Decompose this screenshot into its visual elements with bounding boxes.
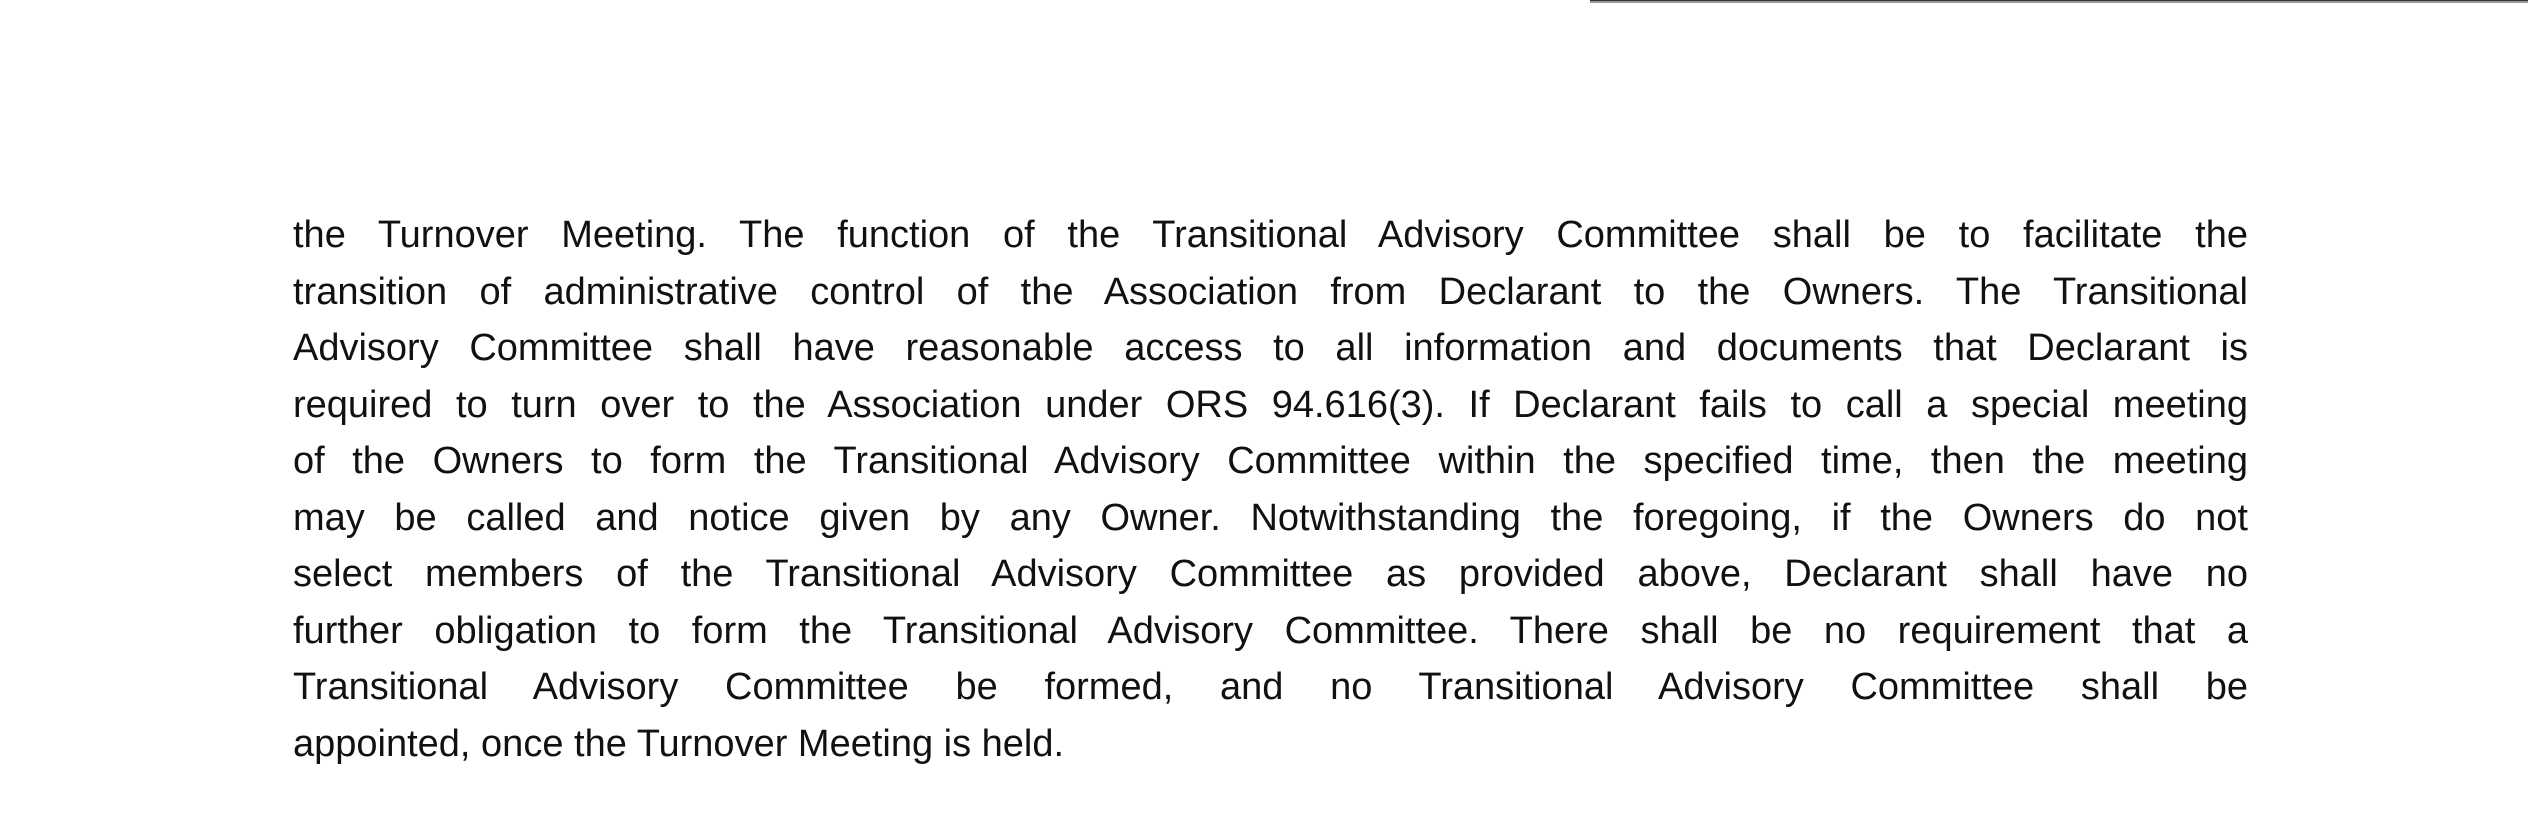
paragraph-line: select members of the Transitional Advisory Committee as provided above, Declarant shall have no	[293, 553, 2248, 595]
paragraph-line: the Turnover Meeting. The function of the Transitional Advisory Committee shall be to facilitate the	[293, 214, 2248, 256]
paragraph-line: transition of administrative control of the Association from Declarant to the Owners. The Transitional	[293, 270, 2248, 313]
paragraph-line: Advisory Committee shall have reasonable access to all information and documents that Declarant is	[293, 327, 2248, 369]
paragraph-line: may be called and notice given by any Owner. Notwithstanding the foregoing, if the Owners do not	[293, 496, 2248, 539]
top-rule-divider	[1590, 0, 2528, 3]
paragraph-line: Transitional Advisory Committee be formed, and no Transitional Advisory Committee shall be	[293, 666, 2248, 708]
paragraph-line: required to turn over to the Association under ORS 94.616(3). If Declarant fails to call a special meeting	[293, 383, 2248, 426]
paragraph-line: appointed, once the Turnover Meeting is held.	[293, 722, 1065, 765]
paragraph	[293, 207, 2248, 772]
paragraph-line: further obligation to form the Transitional Advisory Committee. There shall be no requirement that a	[293, 609, 2248, 652]
paragraph-line: of the Owners to form the Transitional Advisory Committee within the specified time, then the meeting	[293, 440, 2248, 482]
